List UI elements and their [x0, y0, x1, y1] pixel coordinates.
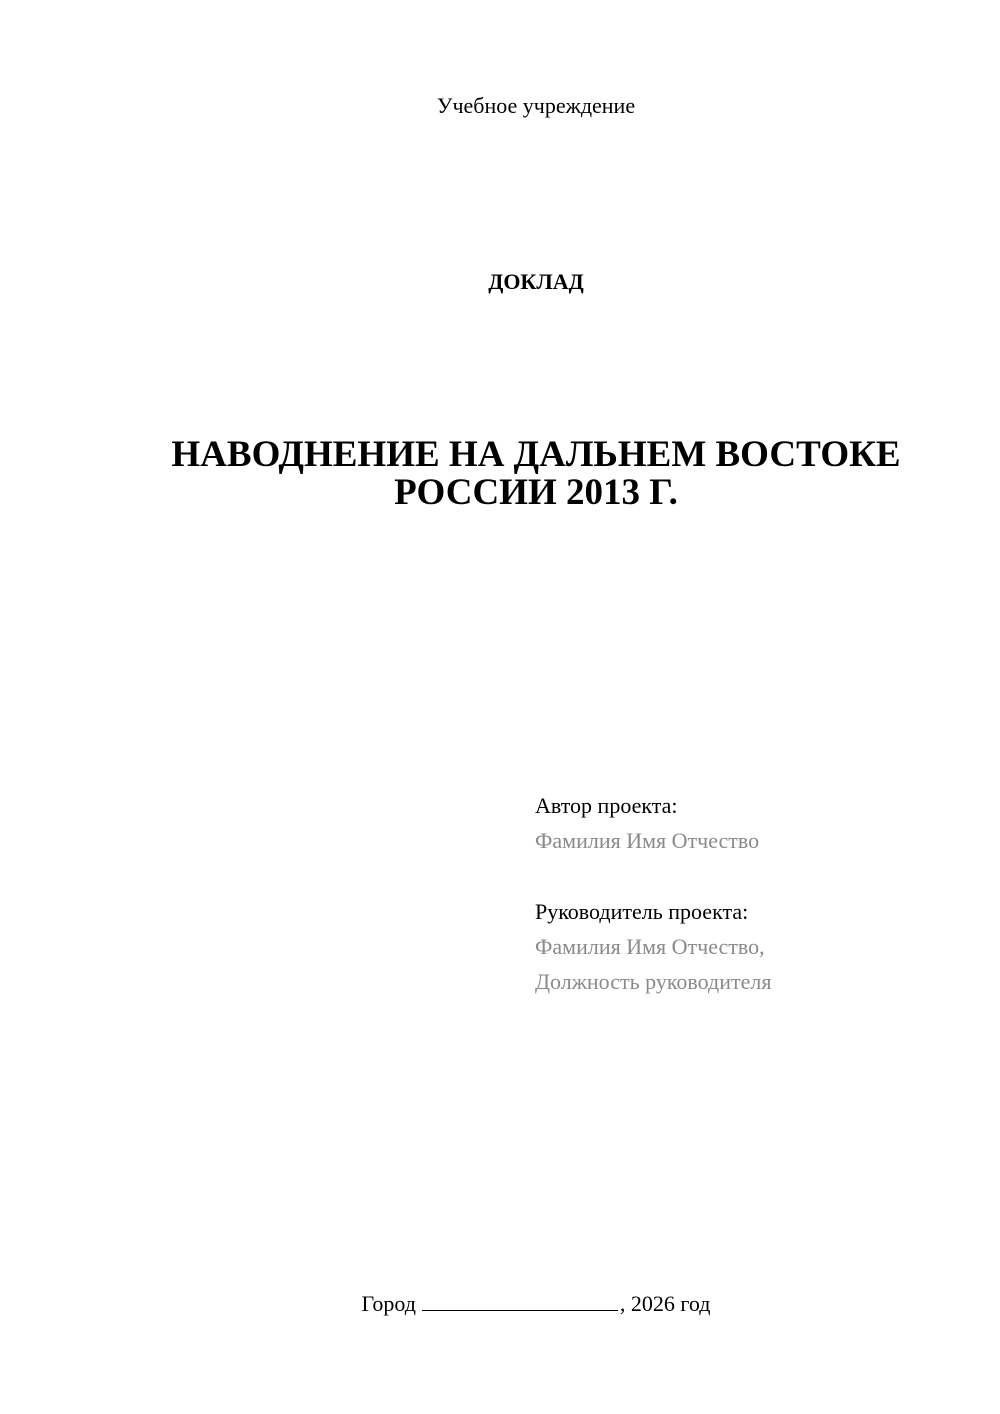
author-label: Автор проекта: [535, 793, 678, 818]
city-label: Город [361, 1291, 416, 1316]
institution-name: Учебное учреждение [436, 93, 636, 118]
city-blank-line [422, 1290, 618, 1311]
document-type: ДОКЛАД [488, 269, 584, 294]
project-credits [535, 788, 975, 999]
document-title [140, 436, 932, 512]
author-name: Фамилия Имя Отчество [535, 828, 760, 853]
year-text: , 2026 год [619, 1291, 711, 1316]
document-title-line-2: РОССИИ 2013 Г. [394, 472, 678, 513]
supervisor-position: Должность руководителя [535, 969, 772, 994]
city-year-line [0, 1290, 1000, 1318]
document-title-line-1: НАВОДНЕНИЕ НА ДАЛЬНЕМ ВОСТОКЕ [171, 434, 901, 475]
supervisor-label: Руководитель проекта: [535, 899, 749, 924]
supervisor-name: Фамилия Имя Отчество, [535, 934, 765, 959]
